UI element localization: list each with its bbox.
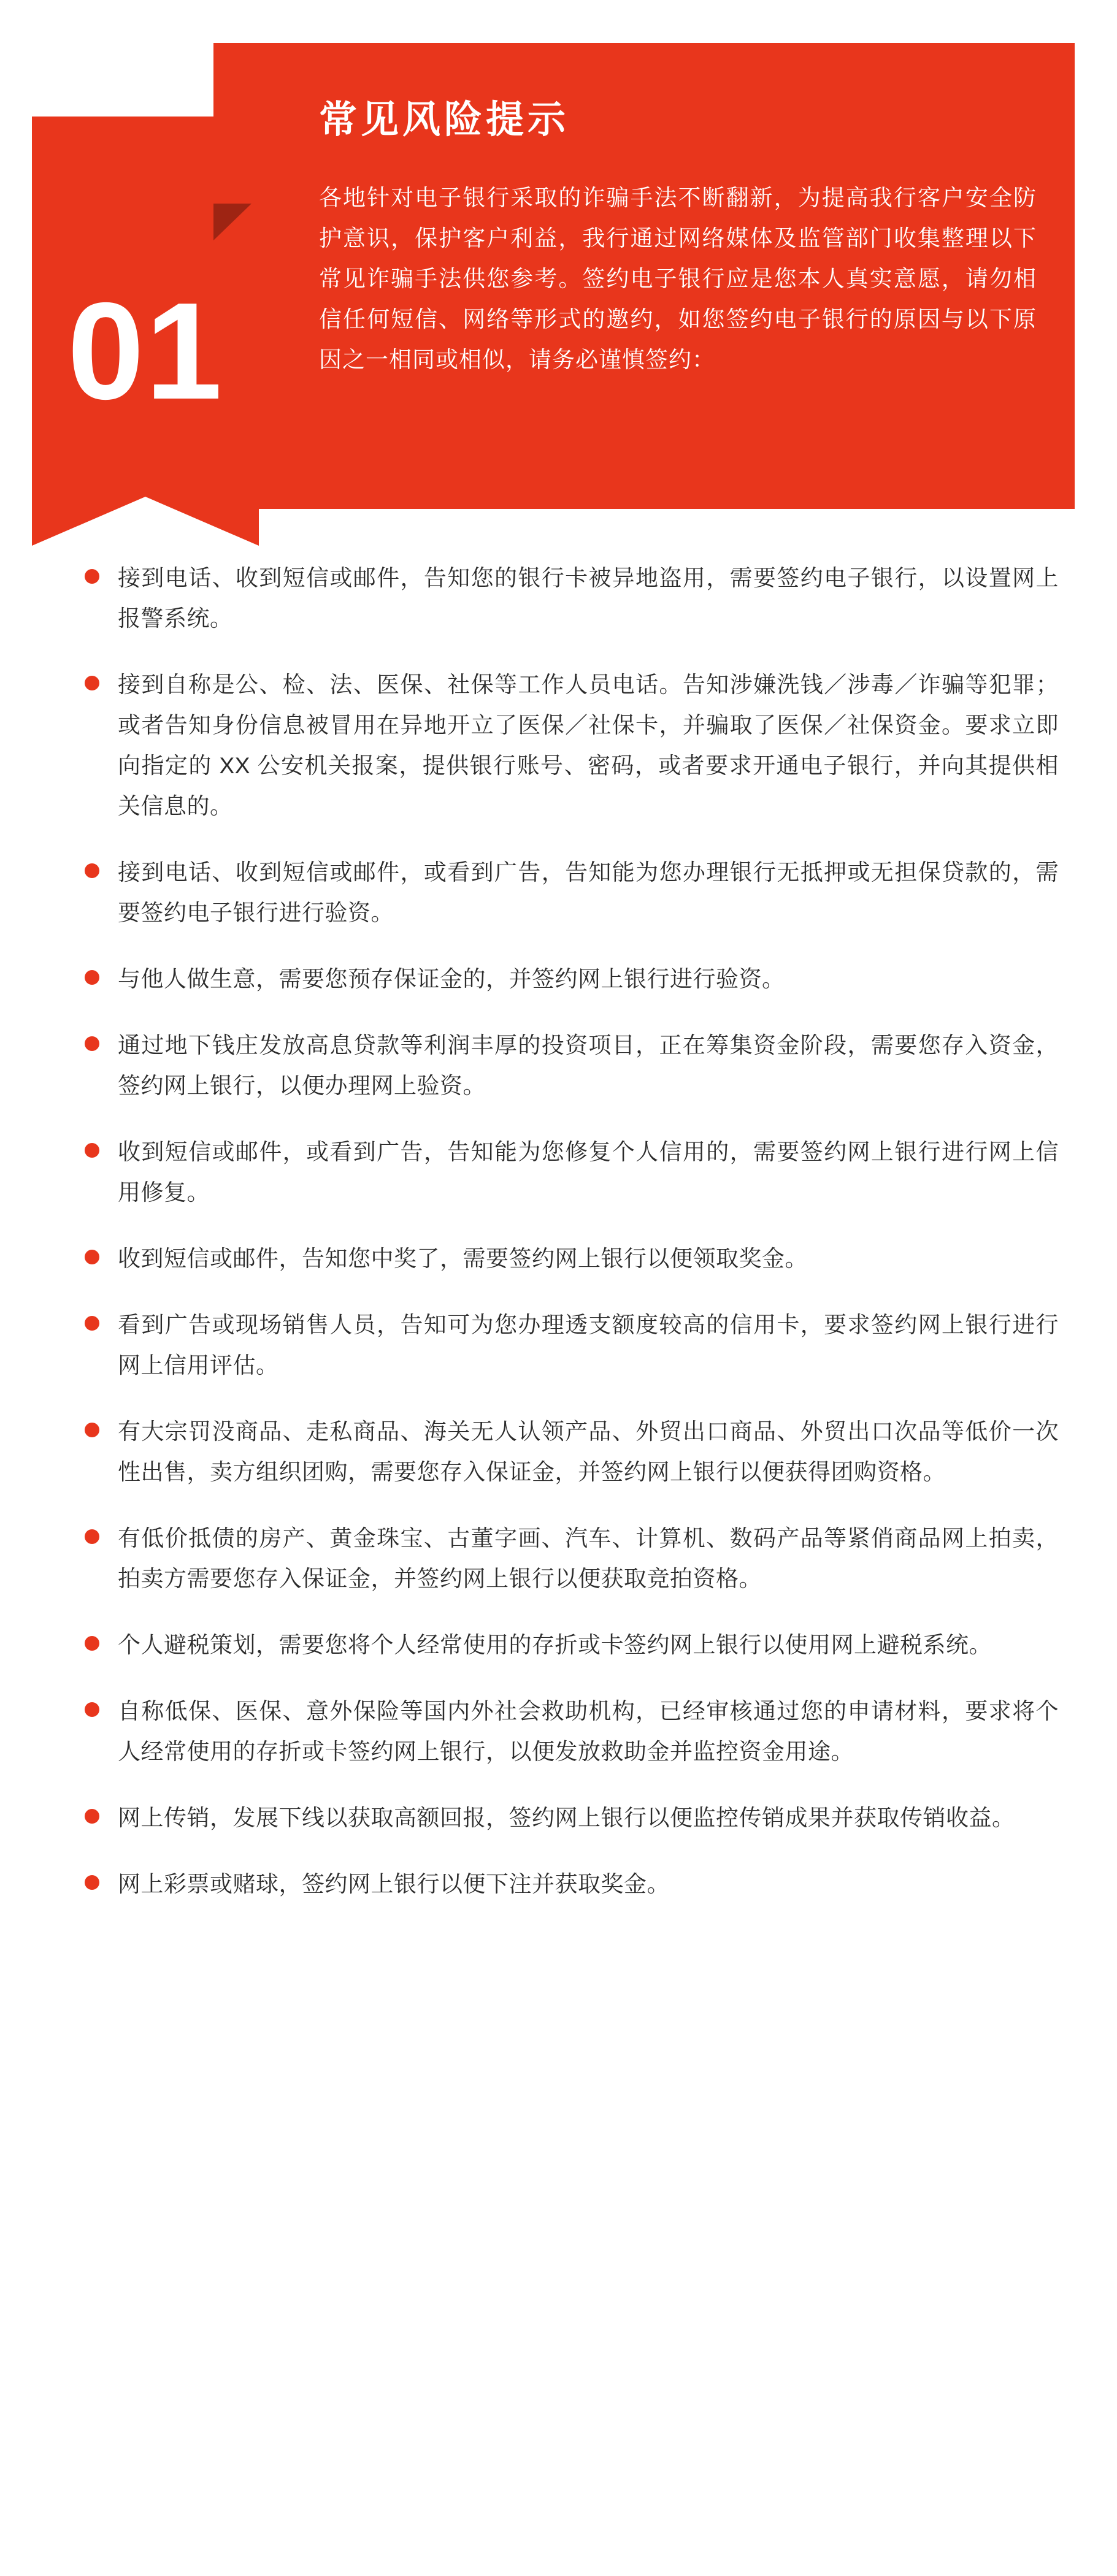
header-banner [0, 37, 1117, 521]
list-item [67, 1691, 1059, 1772]
header-intro-text: 各地针对电子银行采取的诈骗手法不断翻新，为提高我行客户安全防护意识，保护客户利益，我行通过网络媒体及监管部门收集整理以下常见诈骗手法供您参考。签约电子银行应是您本人真实意愿，请勿相信任何短信、网络等形式的邀约，如您签约电子银行的原因与以下原因之一相同或相似，请务必谨慎签约： [319, 185, 1037, 372]
list-item-label: 接到自称是公、检、法、医保、社保等工作人员电话。告知涉嫌洗钱／涉毒／诈骗等犯罪；或者告知身份信息被冒用在异地开立了医保／社保卡，并骗取了医保／社保资金。要求立即向指定的 XX 公安机关报案，提供银行账号、密码，或者要求开通电子银行，并向其提供相关信息的。 [118, 672, 1059, 819]
bullet-icon [85, 1036, 99, 1051]
risk-list [0, 558, 1117, 1979]
bullet-icon [85, 1636, 99, 1651]
list-item [67, 959, 1059, 999]
list-item-label: 收到短信或邮件，或看到广告，告知能为您修复个人信用的，需要签约网上银行进行网上信用修复。 [118, 1139, 1059, 1205]
bullet-icon [85, 1423, 99, 1437]
bullet-icon [85, 1143, 99, 1158]
list-item [67, 1305, 1059, 1386]
list-item [67, 1625, 1059, 1665]
list-item-label: 有低价抵债的房产、黄金珠宝、古董字画、汽车、计算机、数码产品等紧俏商品网上拍卖，拍卖方需要您存入保证金，并签约网上银行以便获取竞拍资格。 [118, 1526, 1059, 1591]
bullet-icon [85, 1250, 99, 1264]
list-item [67, 1132, 1059, 1213]
ribbon-notch [32, 497, 259, 546]
list-item-label: 接到电话、收到短信或邮件，或看到广告，告知能为您办理银行无抵押或无担保贷款的，需要签约电子银行进行验资。 [118, 860, 1059, 925]
bullet-icon [85, 970, 99, 985]
section-number: 01 [67, 273, 224, 428]
list-item-label: 看到广告或现场销售人员，告知可为您办理透支额度较高的信用卡，要求签约网上银行进行网上信用评估。 [118, 1312, 1059, 1378]
list-item-label: 有大宗罚没商品、走私商品、海关无人认领产品、外贸出口商品、外贸出口次品等低价一次性出售，卖方组织团购，需要您存入保证金，并签约网上银行以便获得团购资格。 [118, 1419, 1059, 1485]
list-item [67, 1798, 1059, 1838]
list-item-label: 个人避税策划，需要您将个人经常使用的存折或卡签约网上银行以使用网上避税系统。 [118, 1632, 992, 1657]
list-item [67, 1239, 1059, 1279]
bullet-icon [85, 569, 99, 584]
list-item [67, 665, 1059, 827]
list-item [67, 1025, 1059, 1106]
list-item-label: 与他人做生意，需要您预存保证金的，并签约网上银行进行验资。 [118, 966, 785, 992]
list-item [67, 1518, 1059, 1599]
ribbon-fold-shadow [213, 204, 251, 240]
list-item-label: 通过地下钱庄发放高息贷款等利润丰厚的投资项目，正在筹集资金阶段，需要您存入资金，签约网上银行，以便办理网上验资。 [118, 1033, 1059, 1098]
bullet-icon [85, 1316, 99, 1331]
list-item-label: 自称低保、医保、意外保险等国内外社会救助机构，已经审核通过您的申请材料，要求将个人经常使用的存折或卡签约网上银行，以便发放救助金并监控资金用途。 [118, 1699, 1059, 1764]
list-item-label: 网上传销，发展下线以获取高额回报，签约网上银行以便监控传销成果并获取传销收益。 [118, 1805, 1015, 1830]
list-item [67, 1864, 1059, 1905]
page-title: 常见风险提示 [319, 99, 570, 141]
list-item-label: 收到短信或邮件，告知您中奖了，需要签约网上银行以便领取奖金。 [118, 1246, 808, 1271]
bullet-icon [85, 1875, 99, 1890]
list-item [67, 1412, 1059, 1492]
bullet-icon [85, 1809, 99, 1824]
list-item [67, 852, 1059, 933]
list-item-label: 网上彩票或赌球，签约网上银行以便下注并获取奖金。 [118, 1871, 670, 1897]
list-item-label: 接到电话、收到短信或邮件，告知您的银行卡被异地盗用，需要签约电子银行，以设置网上报警系统。 [118, 565, 1059, 631]
list-item [67, 558, 1059, 639]
bullet-icon [85, 1529, 99, 1544]
bullet-icon [85, 863, 99, 878]
bullet-icon [85, 676, 99, 690]
bullet-icon [85, 1702, 99, 1717]
